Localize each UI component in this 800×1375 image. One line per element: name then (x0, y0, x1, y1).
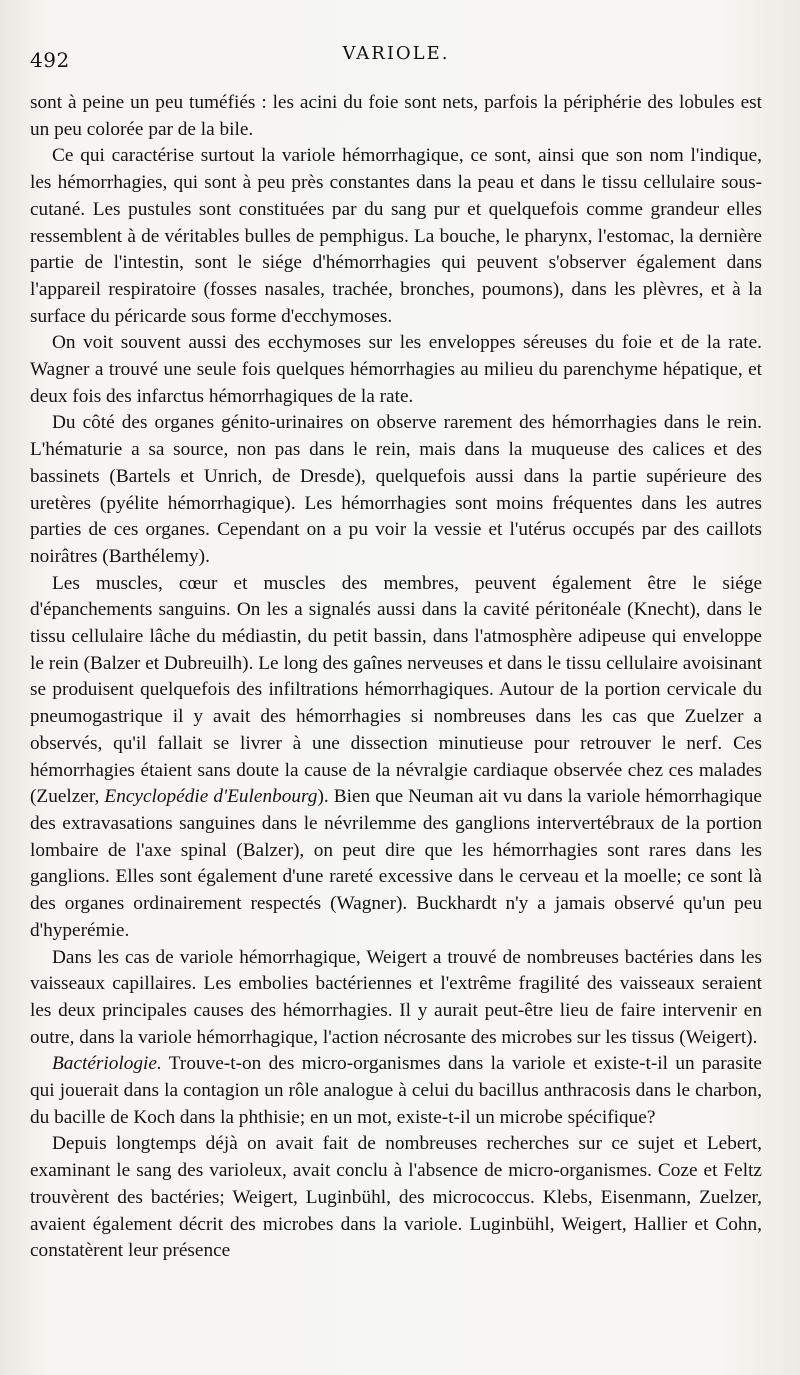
paragraph: Depuis longtemps déjà on avait fait de nombreuses recherches sur ce sujet et Lebert, examinant le sang des varioleux, avait conclu à l'absence de micro-organismes. Coze et Feltz trouvèrent des bactéries; Weigert, Luginbühl, des micrococcus. Klebs, Eisenmann, Zuelzer, avaient également décrit des microbes dans la variole. Luginbühl, Weigert, Hallier et Cohn, constatèrent leur présence (30, 1133, 762, 1262)
page-header (30, 38, 762, 90)
paragraph-text: Trouve-t-on des micro-organismes dans la variole et existe-t-il un parasite qui jouerait dans la contagion un rôle analogue à celui du bacillus anthracosis dans le charbon, du bacille de Koch dans la phthisie; en un mot, existe-t-il un microbe spécifique? (30, 1053, 762, 1128)
paragraph (30, 1051, 762, 1131)
paragraph: sont à peine un peu tuméfiés : les acini du foie sont nets, parfois la périphérie des lobules est un peu colorée par de la bile. (30, 92, 762, 140)
paragraph-text: Les muscles, cœur et muscles des membres, peuvent également être le siége d'épanchements sanguins. On les a signalés aussi dans la cavité péritonéale (Knecht), dans le tissu cellulaire lâche du médiastin, du petit bassin, dans l'atmosphère adipeuse qui enveloppe le rein (Balzer et Dubreuilh). Le long des gaînes nerveuses et dans le tissu cellulaire avoisinant se produisent quelquefois des infiltrations hémorrhagiques. Autour de la portion cervicale du pneumogastrique il y avait des hémorrhagies si nombreuses dans les cas que Zuelzer a observés, qu'il fallait se livrer à une dissection minutieuse pour retrouver le nerf. Ces hémorrhagies étaient sans doute la cause de la névralgie cardiaque observée chez ces malades (Zuelzer, (30, 572, 762, 808)
paragraph: Du côté des organes génito-urinaires on observe rarement des hémorrhagies dans le rein. L'hématurie a sa source, non pas dans le rein, mais dans la muqueuse des calices et des bassinets (Bartels et Unrich, de Dresde), quelquefois aussi dans la partie supérieure des uretères (pyélite hémorrhagique). Les hémorrhagies sont moins fréquentes dans les autres parties de ces organes. Cependant on a pu voir la vessie et l'utérus occupés par des caillots noirâtres (Barthélemy). (30, 412, 762, 567)
paragraph: Ce qui caractérise surtout la variole hémorrhagique, ce sont, ainsi que son nom l'indique, les hémorrhagies, qui sont à peu près constantes dans la peau et dans le tissu cellulaire sous-cutané. Les pustules sont constituées par du sang pur et quelquefois comme grandeur elles ressemblent à de véritables bulles de pemphigus. La bouche, le pharynx, l'estomac, la dernière partie de l'intestin, sont le siége d'hémorrhagies qui peuvent s'observer également dans l'appareil respiratoire (fosses nasales, trachée, bronches, poumons), dans les plèvres, et à la surface du péricarde sous forme d'ecchymoses. (30, 145, 762, 327)
paragraph-text: ). Bien que Neuman ait vu dans la variole hémorrhagique des extravasations sanguines dans le névrilemme des ganglions intervertébraux de la portion lombaire de l'axe spinal (Balzer), on peut dire que les hémorrhagies sont rares dans les ganglions. Elles sont également d'une rareté excessive dans le cerveau et la moelle; ce sont là des organes ordinairement respectés (Wagner). Buckhardt n'y a jamais observé qu'un peu d'hyperémie. (30, 786, 762, 941)
paragraph: Dans les cas de variole hémorrhagique, Weigert a trouvé de nombreuses bactéries dans les vaisseaux capillaires. Les embolies bactériennes et l'extrême fragilité des vaisseaux seraient les deux principales causes des hémorrhagies. Il y aurait peut-être lieu de faire intervenir en outre, dans la variole hémorrhagique, l'action nécrosante des microbes sur les tissus (Weigert). (30, 946, 762, 1048)
body-text (30, 90, 762, 1265)
citation-title: Encyclopédie d'Eulenbourg (104, 786, 318, 808)
paragraph (30, 571, 762, 945)
section-heading: Bactériologie. (52, 1053, 162, 1075)
paragraph: On voit souvent aussi des ecchymoses sur les enveloppes séreuses du foie et de la rate. Wagner a trouvé une seule fois quelques hémorrhagies au milieu du parenchyme hépatique, et deux fois des infarctus hémorrhagiques de la rate. (30, 332, 762, 407)
running-title: VARIOLE. (342, 43, 450, 64)
page-number: 492 (30, 48, 70, 72)
